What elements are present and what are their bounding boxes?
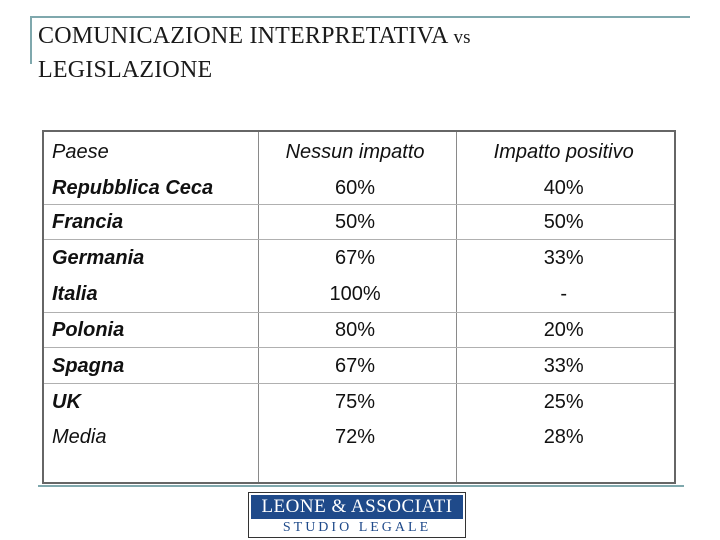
- table-row: [44, 276, 674, 312]
- table-row: [44, 348, 674, 384]
- title-accent-horizontal: [30, 16, 690, 18]
- header-impatto-positivo: Impatto positivo: [493, 140, 634, 163]
- table-row: [44, 170, 674, 206]
- impact-table: [42, 130, 676, 484]
- table-row: [44, 312, 674, 348]
- cell-country: Media: [52, 425, 107, 448]
- table-row: [44, 240, 674, 276]
- title-accent-vertical: [30, 16, 32, 64]
- firm-logo: [248, 492, 466, 538]
- cell-country: Polonia: [52, 318, 125, 341]
- header-paese: Paese: [52, 140, 109, 163]
- cell-positive-impact: 50%: [543, 210, 584, 233]
- cell-positive-impact: 33%: [543, 354, 584, 377]
- table-row: [44, 204, 674, 240]
- cell-no-impact: 75%: [335, 390, 376, 413]
- title-line2: LEGISLAZIONE: [38, 57, 213, 83]
- footer-divider: [38, 485, 684, 487]
- cell-country: UK: [52, 390, 81, 413]
- cell-country: Italia: [52, 282, 98, 305]
- header-nessun-impatto: Nessun impatto: [285, 140, 425, 163]
- cell-no-impact: 60%: [335, 176, 376, 199]
- cell-country: Francia: [52, 210, 124, 233]
- cell-no-impact: 67%: [335, 354, 376, 377]
- cell-no-impact: 80%: [335, 318, 376, 341]
- title-line1: COMUNICAZIONE INTERPRETATIVA: [38, 23, 448, 49]
- cell-positive-impact: 20%: [543, 318, 584, 341]
- title-vs: vs: [453, 27, 471, 48]
- cell-positive-impact: 25%: [543, 390, 584, 413]
- cell-no-impact: 100%: [329, 282, 381, 305]
- cell-country: Germania: [52, 246, 145, 269]
- logo-subtitle: STUDIO LEGALE: [282, 520, 432, 535]
- cell-positive-impact: 40%: [543, 176, 584, 199]
- table-row: [44, 384, 674, 420]
- logo-name: LEONE & ASSOCIATI: [251, 495, 463, 519]
- cell-no-impact: 72%: [335, 425, 376, 448]
- cell-country: Spagna: [52, 354, 125, 377]
- table-header-row: [44, 134, 674, 170]
- cell-positive-impact: 28%: [543, 425, 584, 448]
- table-row-average: [44, 419, 674, 455]
- cell-positive-impact: -: [560, 282, 568, 305]
- cell-country: Repubblica Ceca: [52, 176, 214, 199]
- cell-no-impact: 67%: [335, 246, 376, 269]
- page-title: [38, 20, 688, 86]
- cell-no-impact: 50%: [335, 210, 376, 233]
- cell-positive-impact: 33%: [543, 246, 584, 269]
